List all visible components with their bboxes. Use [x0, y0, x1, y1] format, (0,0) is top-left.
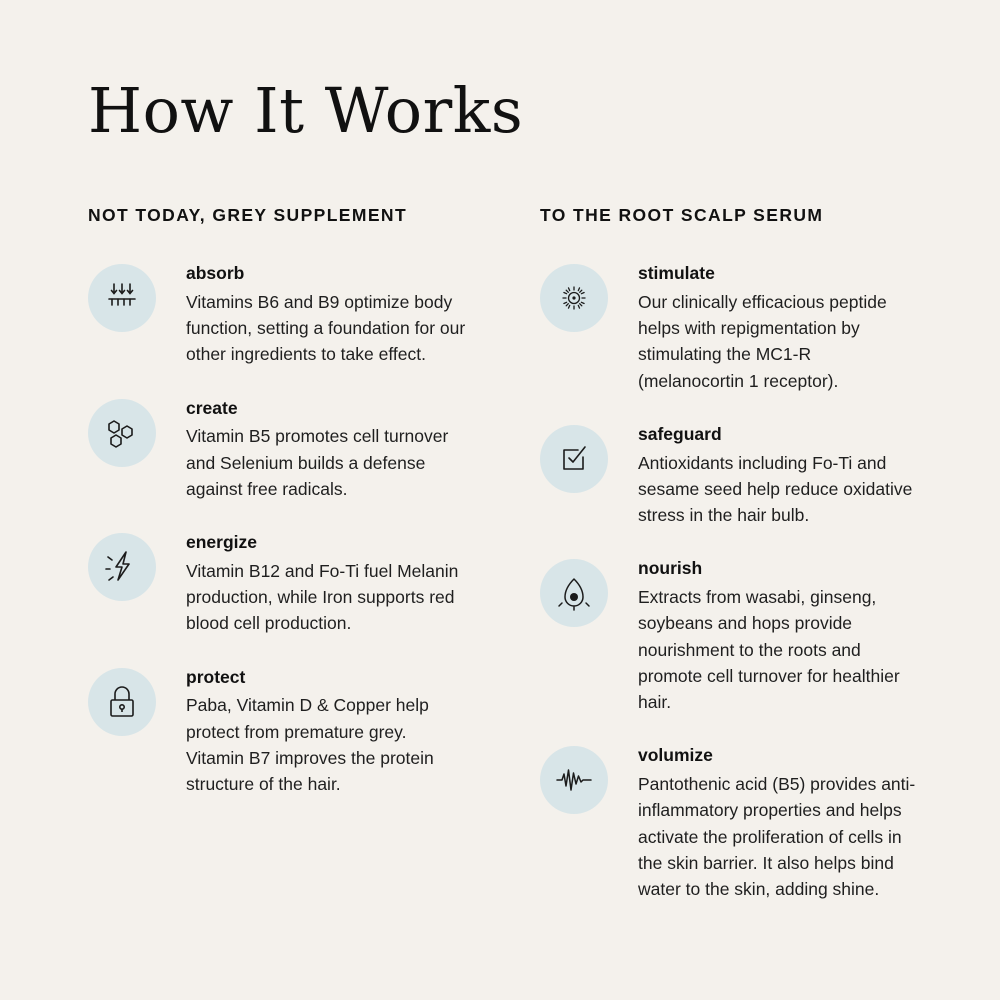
list-item-body: Paba, Vitamin D & Copper help protect from premature grey. Vitamin B7 improves the protein structure of the hair.: [186, 695, 434, 795]
list-item-body: Extracts from wasabi, ginseng, soybeans and hops provide nourishment to the roots and promote cell turnover for healthier hair.: [638, 587, 900, 713]
list-item: [540, 555, 920, 715]
list-item-title: create: [186, 397, 238, 418]
list-item-text: [186, 260, 468, 368]
list-item-body: Pantothenic acid (B5) provides anti-inflammatory properties and helps activate the proliferation of cells in the skin barrier. It also helps bind water to the skin, adding shine.: [638, 774, 916, 900]
list-item-title: stimulate: [638, 263, 715, 284]
list-item-body: Antioxidants including Fo-Ti and sesame seed help reduce oxidative stress in the hair bulb.: [638, 452, 913, 526]
list-item-body: Vitamins B6 and B9 optimize body function, setting a foundation for our other ingredients to take effect.: [186, 291, 466, 365]
column-heading-serum: TO THE ROOT SCALP SERUM: [540, 205, 824, 226]
column-serum: [540, 205, 920, 929]
column-supplement: [88, 205, 468, 929]
column-heading-supplement: NOT TODAY, GREY SUPPLEMENT: [88, 205, 408, 226]
list-item-body: Our clinically efficacious peptide helps with repigmentation by stimulating the MC1-R (melanocortin 1 receptor).: [638, 291, 887, 391]
list-item: [88, 395, 468, 503]
padlock-icon: [88, 668, 156, 736]
list-item-title: volumize: [638, 745, 713, 766]
list-item: [540, 742, 920, 902]
list-item-title: absorb: [186, 263, 245, 284]
checkbox-shield-icon: [540, 425, 608, 493]
list-item-text: [186, 395, 468, 503]
list-item-body: Vitamin B12 and Fo-Ti fuel Melanin production, while Iron supports red blood cell production.: [186, 560, 459, 634]
list-item: [88, 664, 468, 798]
list-item-text: [186, 529, 468, 637]
columns-wrapper: [88, 205, 920, 929]
lightning-bolt-icon: [88, 533, 156, 601]
list-item-text: [638, 742, 920, 902]
list-item: [540, 260, 920, 394]
list-item-text: [638, 421, 920, 529]
list-item-body: Vitamin B5 promotes cell turnover and Selenium builds a defense against free radicals.: [186, 426, 449, 499]
absorb-arrows-icon: [88, 264, 156, 332]
list-item-title: energize: [186, 532, 257, 553]
list-item-text: [638, 260, 920, 394]
page-title: How It Works: [88, 74, 524, 147]
list-item-title: protect: [186, 666, 246, 687]
molecule-hexagons-icon: [88, 399, 156, 467]
list-item: [88, 529, 468, 637]
list-item: [88, 260, 468, 368]
waveform-icon: [540, 746, 608, 814]
list-item-text: [638, 555, 920, 715]
list-item: [540, 421, 920, 529]
list-item-title: nourish: [638, 558, 703, 579]
hair-follicle-icon: [540, 559, 608, 627]
list-item-text: [186, 664, 468, 798]
radiant-burst-icon: [540, 264, 608, 332]
list-item-title: safeguard: [638, 423, 722, 444]
